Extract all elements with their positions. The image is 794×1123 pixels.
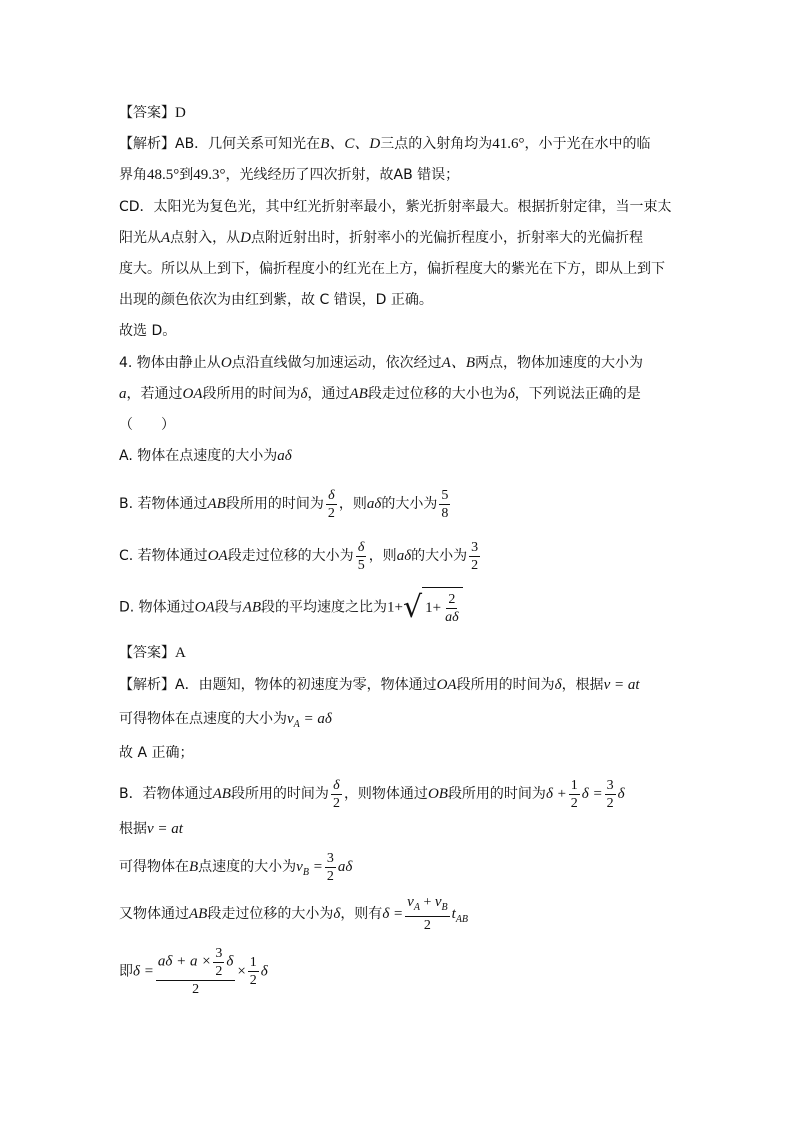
- denominator: 2: [327, 505, 335, 521]
- point-a: A: [161, 230, 171, 246]
- text: 段的平均速度之比为: [261, 599, 388, 616]
- denominator: 2: [215, 964, 223, 979]
- delta-symbol: δ: [300, 386, 308, 402]
- q4-paren: [119, 415, 175, 435]
- text: B．若物体通过: [119, 786, 213, 802]
- formula-v-at: v = at: [147, 821, 183, 837]
- point-o: O: [220, 355, 232, 371]
- text: 故 A 正确；: [119, 745, 194, 761]
- point-b: B: [189, 859, 199, 875]
- critical-angle-2: 49.3°: [193, 167, 226, 183]
- segment-oa: OA: [436, 677, 457, 693]
- denominator: 2: [606, 795, 614, 811]
- eq-part: δ =: [581, 786, 603, 802]
- text: ，若通过: [126, 386, 183, 402]
- numerator: δ: [328, 487, 335, 503]
- text: ，光线经历了四次折射，故AB 错误；: [225, 167, 460, 183]
- segment-ab: AB: [212, 786, 231, 802]
- numerator: 5: [441, 487, 449, 503]
- numerator: 1: [249, 955, 257, 970]
- text: 的大小为: [381, 496, 438, 512]
- denominator: 2: [192, 982, 200, 997]
- segment-ob: OB: [427, 786, 448, 802]
- v-symbol: v: [287, 711, 294, 727]
- fraction-3-over-2: [605, 777, 616, 812]
- delta-symbol: δ: [133, 963, 140, 980]
- plus: +: [419, 895, 435, 910]
- text: ，则有: [340, 906, 383, 922]
- text: 点速度的大小为: [198, 859, 297, 875]
- text: 阳光从: [119, 230, 161, 246]
- q4-analysis-line-6: [119, 847, 352, 893]
- answer-label: 【答案】: [119, 645, 175, 661]
- points-ab: A、B: [441, 355, 475, 371]
- q4-stem-line-1: [119, 353, 643, 373]
- text: A. 物体在: [119, 448, 180, 464]
- text: 4. 物体由静止从: [119, 355, 221, 371]
- text: 可得物体在: [119, 711, 189, 727]
- denominator: 2: [326, 868, 334, 884]
- q3-answer: D: [175, 105, 186, 121]
- big-fraction: [156, 945, 235, 998]
- numerator: 2: [448, 591, 456, 607]
- text: 段所用的时间为: [230, 786, 329, 802]
- denominator: 2: [471, 557, 479, 573]
- text: B. 若物体通过: [119, 496, 208, 512]
- subscript-ab: AB: [455, 914, 469, 925]
- text: 段所用的时间为: [202, 386, 301, 402]
- text: ，则物体通过: [343, 786, 428, 802]
- q4-analysis-line-5: [119, 819, 183, 839]
- numerator: δ: [333, 777, 340, 793]
- text: C. 若物体通过: [119, 548, 208, 564]
- t-symbol: t: [451, 906, 456, 922]
- text: 段走过位移的大小为: [227, 548, 354, 564]
- segment-ab: AB: [242, 599, 262, 616]
- fraction-delta-over-2: [331, 777, 342, 812]
- text: 根据: [119, 821, 147, 837]
- segment-oa: OA: [207, 548, 228, 564]
- numerator: [156, 945, 235, 981]
- q4-stem-line-2: [119, 384, 641, 404]
- text: D. 物体通过: [119, 599, 195, 616]
- delta-symbol: δ: [382, 906, 390, 922]
- q4-analysis-line-2: [119, 709, 332, 735]
- answer-label: 【答案】: [119, 105, 175, 121]
- text: CD．太阳光为复色光，其中红光折射率最小，紫光折射率最大。根据折射定律，当一束太: [119, 199, 672, 215]
- fraction-3-over-2: [213, 945, 224, 980]
- fraction-2-over-ad: [443, 591, 461, 626]
- text: ，则: [368, 548, 397, 564]
- q4-analysis-line-4: [119, 774, 625, 814]
- subscript-a: A: [293, 719, 300, 730]
- fraction-1-over-2: [248, 954, 259, 989]
- q4-answer-line: [119, 643, 186, 663]
- text: 段走过位移的大小为: [207, 906, 334, 922]
- text: 三点的入射角均为: [380, 136, 493, 152]
- numerator: 3: [471, 539, 479, 555]
- text: 段所用的时间为: [225, 496, 324, 512]
- text: 段走过位移的大小也为: [367, 386, 508, 402]
- subscript-a: A: [413, 902, 420, 913]
- text: 度大。所以从上到下，偏折程度小的红光在上方，偏折程度大的紫光在下方，即从上到下: [119, 261, 665, 277]
- fraction-delta-over-2: [326, 487, 337, 522]
- denominator: 5: [357, 557, 365, 573]
- formula-v-at: v = at: [603, 677, 640, 693]
- equals: =: [139, 963, 154, 980]
- a-delta: aδ: [337, 859, 353, 875]
- delta-symbol: δ: [333, 906, 341, 922]
- v-symbol: v: [407, 894, 414, 910]
- fraction-1-over-2: [569, 777, 580, 812]
- fraction-delta-over-5: [356, 539, 367, 574]
- sqrt-sign: √: [402, 589, 423, 625]
- text: 段所用的时间为: [447, 786, 546, 802]
- fraction-vA-plus-vB-over-2: [405, 894, 449, 934]
- q3-analysis-line-6: [119, 290, 433, 310]
- text: （ ）: [119, 417, 175, 433]
- q3-analysis-line-4: [119, 228, 643, 248]
- eq-part: δ +: [545, 786, 567, 802]
- accel-symbol: a: [119, 386, 127, 402]
- text: 点射入，从: [170, 230, 241, 246]
- text: 故选 D。: [119, 323, 177, 339]
- a-delta: aδ: [366, 496, 382, 512]
- numerator: 3: [606, 777, 614, 793]
- segment-ab: AB: [349, 386, 368, 402]
- delta-symbol: δ: [617, 786, 625, 802]
- subscript-b: B: [441, 902, 448, 913]
- option-a[interactable]: [119, 446, 292, 466]
- one-plus: 1+: [425, 600, 442, 616]
- text: 即: [119, 963, 133, 980]
- option-d[interactable]: [119, 587, 463, 628]
- q4-answer: A: [175, 645, 186, 661]
- text: 可得物体在: [119, 859, 189, 875]
- text: 界角: [119, 167, 147, 183]
- points: B、C、D: [320, 136, 381, 152]
- denominator: 2: [249, 973, 257, 988]
- segment-oa: OA: [182, 386, 203, 402]
- q4-analysis-line-7: [119, 894, 468, 940]
- analysis-label: 【解析】: [119, 136, 175, 152]
- q4-analysis-line-3: [119, 743, 193, 763]
- radicand: [422, 587, 462, 628]
- segment-ab: AB: [189, 906, 208, 922]
- text: 段所用的时间为: [456, 677, 555, 693]
- v-symbol: v: [434, 894, 442, 910]
- text: ，则: [338, 496, 367, 512]
- q4-analysis-line-1: [119, 675, 640, 695]
- equals: =: [389, 906, 404, 922]
- q4-analysis-line-8: [119, 945, 268, 998]
- q3-answer-line: [119, 103, 186, 123]
- delta-symbol: δ: [260, 963, 268, 980]
- text: 到: [179, 167, 194, 183]
- equals: =: [308, 859, 323, 875]
- times: ×: [237, 963, 246, 980]
- sqrt-expression: [403, 587, 463, 628]
- fraction-5-over-8: [439, 487, 450, 522]
- fraction-3-over-2: [325, 850, 336, 885]
- text: 的大小为: [411, 548, 468, 564]
- subscript-b: B: [302, 867, 309, 878]
- text: 点沿直线做匀加速运动，依次经过: [231, 355, 442, 371]
- numerator: 3: [326, 850, 334, 866]
- a-delta: aδ: [277, 448, 292, 464]
- fraction-3-over-2: [469, 539, 480, 574]
- text: ，根据: [561, 677, 604, 693]
- segment-ab: AB: [207, 496, 226, 512]
- text: 出现的颜色依次为由红到紫，故 C 错误，D 正确。: [119, 292, 433, 308]
- text: ，小于光在水中的临: [524, 136, 651, 152]
- numerator: δ: [357, 539, 365, 555]
- text: 两点，物体加速度的大小为: [474, 355, 643, 371]
- denominator: 2: [423, 918, 431, 933]
- denominator: 2: [332, 795, 340, 811]
- angle-value: 41.6°: [492, 136, 525, 152]
- q3-analysis-line-7: [119, 321, 176, 341]
- denominator: aδ: [445, 609, 459, 625]
- q3-analysis-line-2: [119, 165, 459, 185]
- text: AB．几何关系可知光在: [175, 136, 321, 152]
- analysis-label: 【解析】: [119, 677, 175, 693]
- q3-analysis-line-5: [119, 259, 665, 279]
- q3-analysis-line-3: [119, 197, 672, 217]
- denominator: 2: [570, 795, 578, 811]
- v-symbol: v: [296, 859, 303, 875]
- text: 点速度的大小为: [179, 448, 278, 464]
- option-b[interactable]: [119, 484, 452, 524]
- text: 点速度的大小为: [189, 711, 287, 727]
- text: 点附近射出时，折射率小的光偏折程度小，折射率大的光偏折程: [251, 230, 644, 246]
- text: ，下列说法正确的是: [514, 386, 641, 402]
- numerator: 3: [215, 946, 223, 961]
- text: 段与: [214, 599, 243, 616]
- delta-symbol: δ: [554, 677, 562, 693]
- q3-analysis-line-1: [119, 134, 650, 154]
- text: ，通过: [307, 386, 350, 402]
- delta-symbol: δ: [507, 386, 515, 402]
- critical-angle-1: 48.5°: [147, 167, 180, 183]
- one-plus: 1+: [387, 599, 403, 616]
- text: A．由题知，物体的初速度为零，物体通过: [175, 677, 437, 693]
- numerator: 1: [570, 777, 578, 793]
- point-d: D: [240, 230, 252, 246]
- num-text: aδ + a ×: [157, 953, 212, 970]
- numerator: [405, 894, 449, 917]
- a-delta: aδ: [396, 548, 412, 564]
- eq-a-delta: = aδ: [299, 711, 332, 727]
- delta-symbol: δ: [226, 953, 234, 970]
- segment-oa: OA: [194, 599, 215, 616]
- text: 又物体通过: [119, 906, 189, 922]
- denominator: 8: [441, 505, 449, 521]
- option-c[interactable]: [119, 536, 482, 576]
